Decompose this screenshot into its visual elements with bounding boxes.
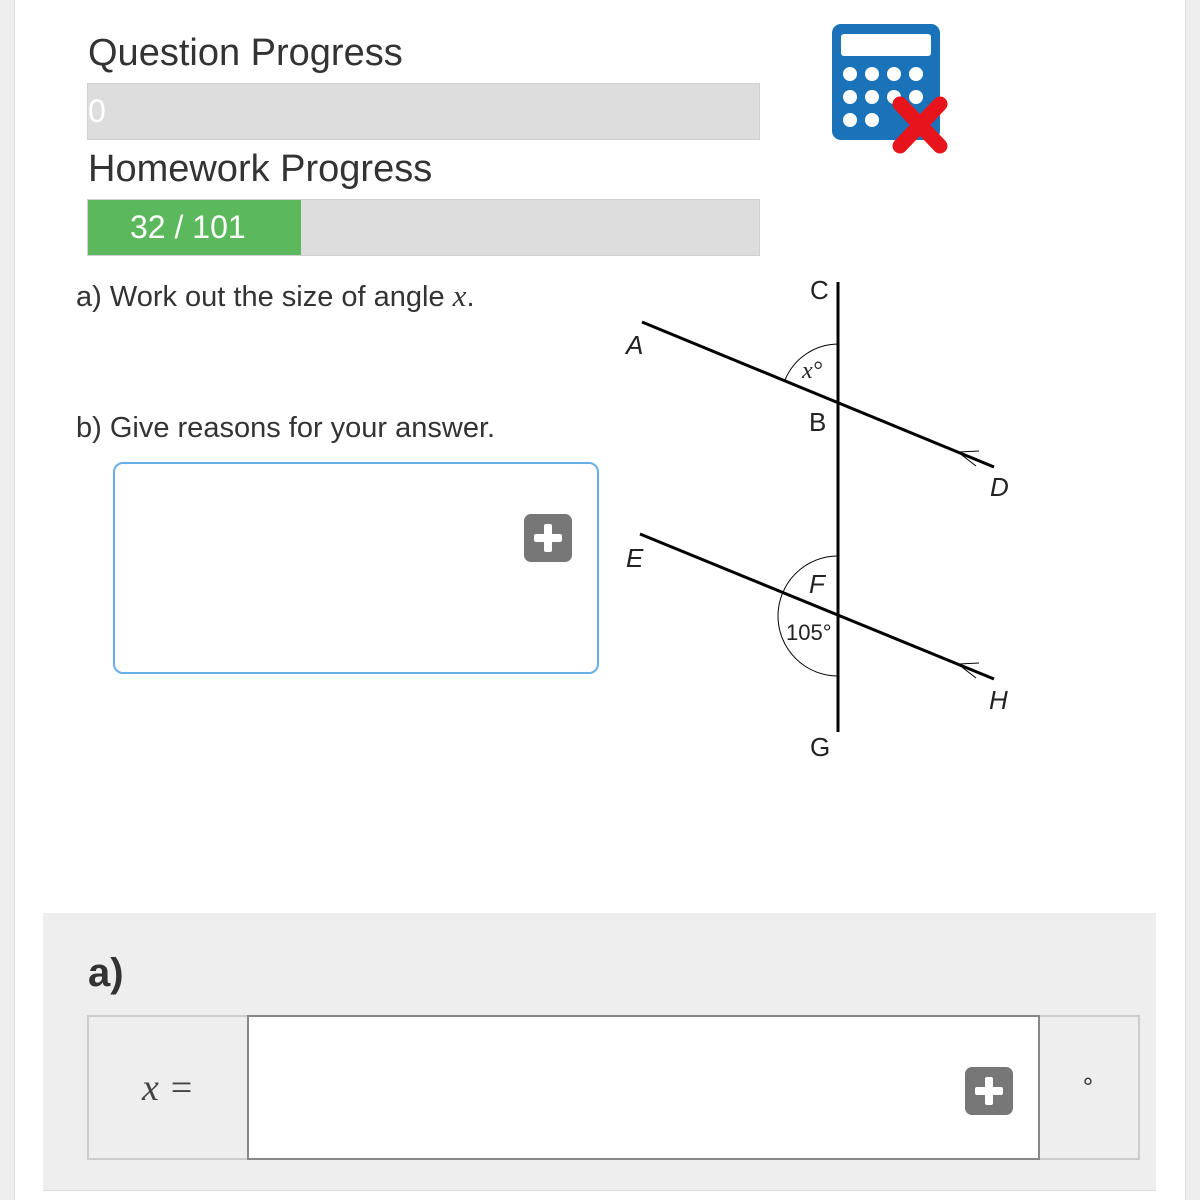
answer-row bbox=[87, 1015, 1140, 1160]
question-part-a-end: . bbox=[466, 281, 475, 313]
question-progress-value: 0 bbox=[88, 93, 106, 129]
line-ad bbox=[642, 322, 994, 467]
answer-degree-suffix: ° bbox=[1082, 1072, 1094, 1102]
answer-x-input[interactable] bbox=[247, 1015, 1040, 1160]
homework-progress-text: 32 / 101 bbox=[130, 209, 246, 245]
answer-part-label: a) bbox=[88, 951, 124, 995]
question-part-a bbox=[76, 278, 475, 314]
label-g: G bbox=[810, 732, 831, 762]
reasons-input[interactable] bbox=[113, 462, 599, 674]
line-eh bbox=[640, 534, 994, 679]
label-b: B bbox=[809, 407, 827, 437]
answer-add-button[interactable] bbox=[965, 1067, 1013, 1115]
label-h: H bbox=[989, 685, 1008, 715]
question-part-a-variable: x bbox=[452, 278, 467, 313]
homework-progress-bar bbox=[87, 199, 760, 256]
question-part-a-text: a) Work out the size of angle bbox=[76, 281, 453, 313]
label-d: D bbox=[990, 472, 1009, 502]
answer-prefix: x = bbox=[141, 1066, 194, 1109]
question-progress-heading: Question Progress bbox=[88, 32, 403, 74]
reasons-add-button[interactable] bbox=[524, 514, 572, 562]
angle-105-arc bbox=[778, 556, 838, 676]
angle-105-label: 105° bbox=[786, 620, 832, 645]
right-edge bbox=[1185, 0, 1200, 1200]
label-e: E bbox=[626, 543, 644, 573]
angle-x-label: x° bbox=[802, 358, 823, 384]
label-a: A bbox=[626, 330, 644, 360]
question-part-b: b) Give reasons for your answer. bbox=[76, 412, 496, 444]
left-edge bbox=[0, 0, 15, 1200]
homework-progress-heading: Homework Progress bbox=[88, 148, 433, 190]
label-c: C bbox=[810, 275, 829, 305]
label-f: F bbox=[809, 569, 825, 599]
question-progress-bar bbox=[87, 83, 760, 140]
parallel-lines-diagram bbox=[600, 270, 1040, 770]
calculator-not-allowed-icon bbox=[830, 22, 952, 158]
answer-panel bbox=[43, 913, 1156, 1200]
panel-divider bbox=[43, 1190, 1156, 1200]
